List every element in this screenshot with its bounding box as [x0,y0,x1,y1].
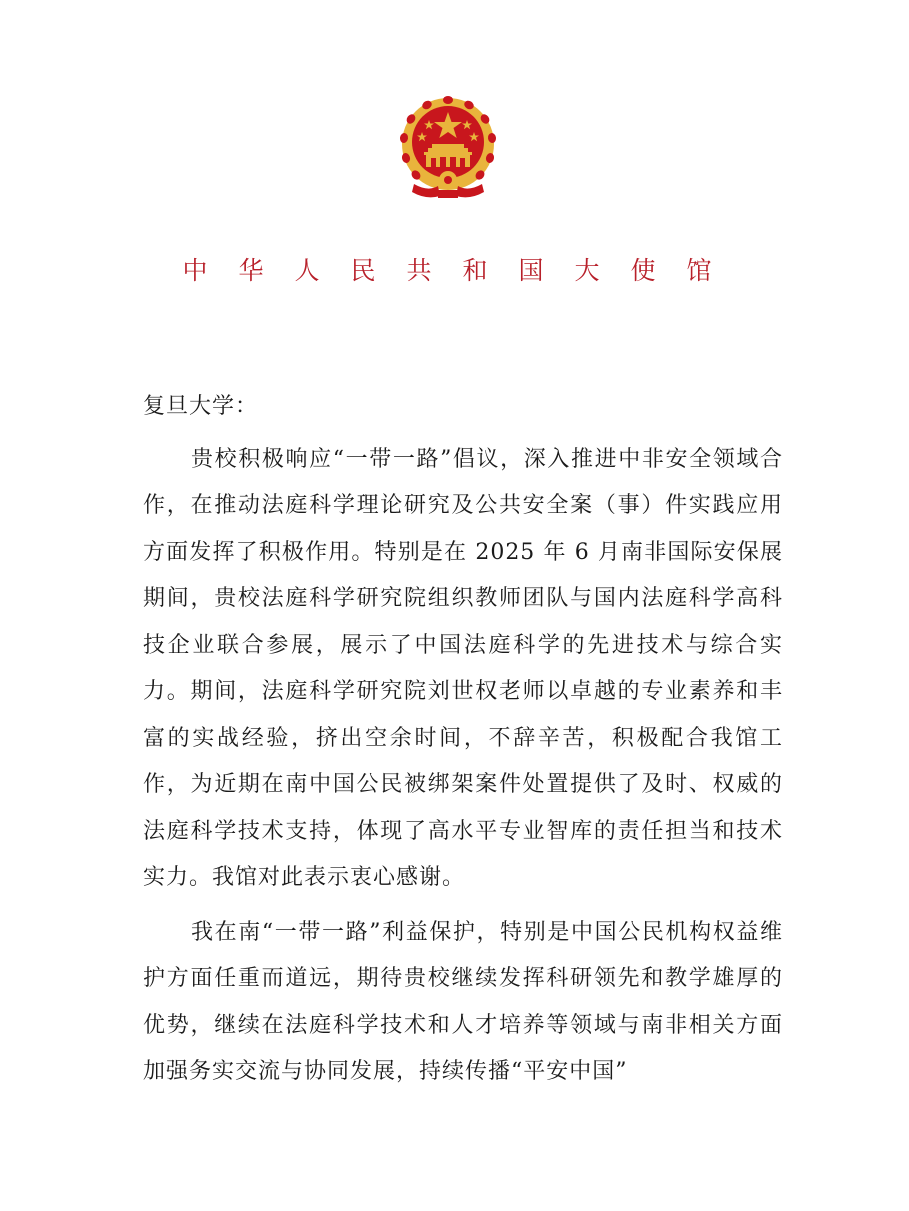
letter-paragraph-1: 贵校积极响应“一带一路”倡议，深入推进中非安全领域合作，在推动法庭科学理论研究及公共安全案（事）件实践应用方面发挥了积极作用。特别是在 2025 年 6 月南非国际安保展期间，贵校法庭科学研究院组织教师团队与国内法庭科学高科技企业联合参展，展示了中国法庭科学的先进技术与综合实力。期间，法庭科学研究院刘世权老师以卓越的专业素养和丰富的实战经验，挤出空余时间，不辞辛苦，积极配合我馆工作，为近期在南中国公民被绑架案件处置提供了及时、权威的法庭科学技术支持，体现了高水平专业智库的责任担当和技术实力。我馆对此表示衷心感谢。 [143,446,783,890]
letter-paragraph-2: 我在南“一带一路”利益保护，特别是中国公民机构权益维护方面任重而道远，期待贵校继续发挥科研领先和教学雄厚的优势，继续在法庭科学技术和人才培养等领域与南非相关方面加强务实交流与协同发展，持续传播“平安中国” [143,919,783,1084]
letter-salutation: 复旦大学： [143,394,259,419]
embassy-title: 中华人民共和国大使馆 [182,256,743,285]
national-emblem-icon [394,92,502,204]
letter-body [143,384,783,1104]
